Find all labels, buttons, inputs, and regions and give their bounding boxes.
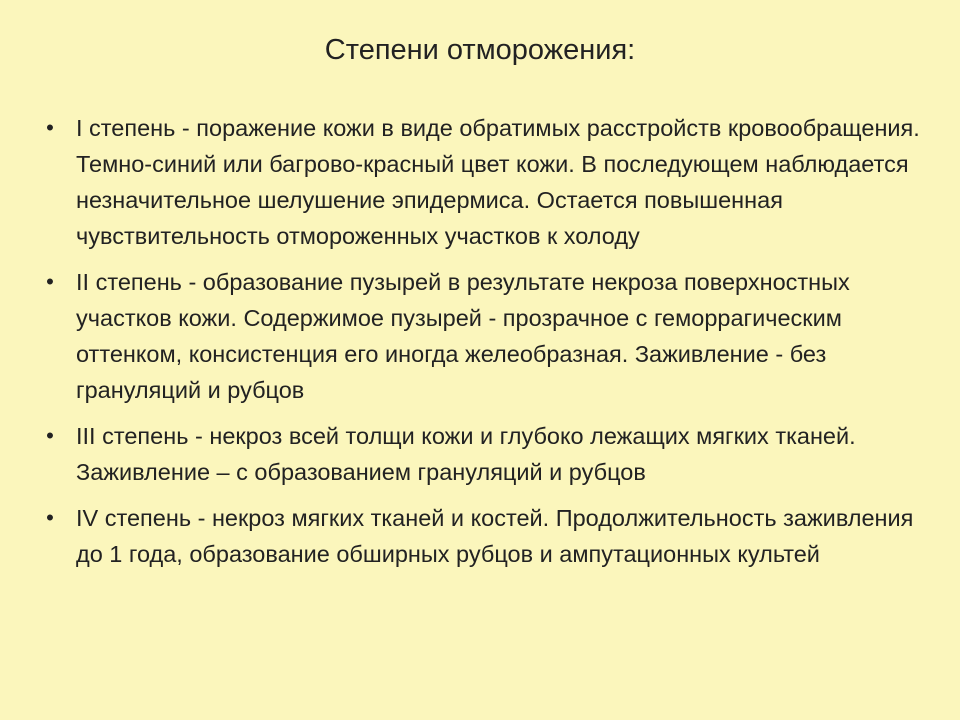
- bullet-item-1: [40, 110, 920, 254]
- bullet-item-3: [40, 418, 920, 490]
- bullet-icon: •: [46, 269, 54, 294]
- slide-title: Степени отморожения:: [324, 34, 636, 66]
- bullet-item-2: [40, 264, 920, 408]
- bullet-icon: •: [46, 115, 54, 140]
- bullet-list: [40, 110, 920, 582]
- bullet-text: II степень - образование пузырей в результате некроза поверхностных участков кожи. Содержимое пузырей - прозрачное с геморрагическим оттенком, консистенция его иногда желеобразная. Заживление - без грануляций и рубцов: [76, 269, 850, 403]
- bullet-icon: •: [46, 505, 54, 530]
- bullet-text: III степень - некроз всей толщи кожи и глубоко лежащих мягких тканей. Заживление – с образованием грануляций и рубцов: [76, 423, 856, 485]
- bullet-text: IV степень - некроз мягких тканей и костей. Продолжительность заживления до 1 года, образование обширных рубцов и ампутационных культей: [76, 505, 914, 567]
- bullet-icon: •: [46, 423, 54, 448]
- bullet-item-4: [40, 500, 920, 572]
- bullet-text: I степень - поражение кожи в виде обратимых расстройств кровообращения. Темно-синий или багрово-красный цвет кожи. В последующем наблюдается незначительное шелушение эпидермиса. Остается повышенная чувствительность отмороженных участков к холоду: [76, 115, 920, 249]
